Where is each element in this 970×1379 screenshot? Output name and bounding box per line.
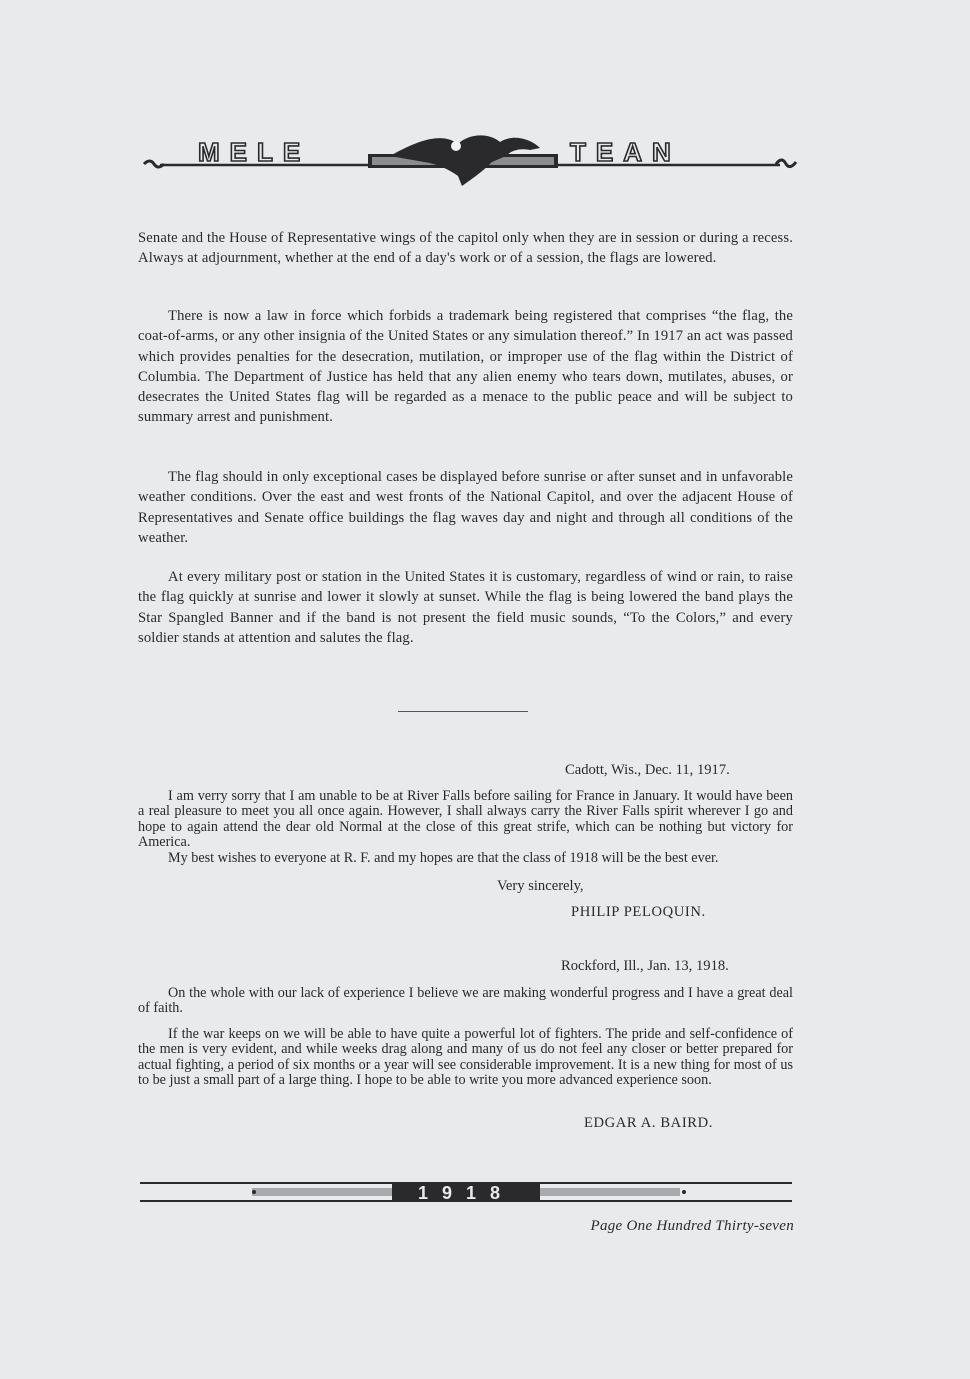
paragraph-3 xyxy=(138,467,793,548)
paragraph-4 xyxy=(138,567,793,648)
year-footer-banner xyxy=(140,1180,792,1204)
footer-year: 1918 xyxy=(417,1183,515,1203)
letter1-paragraph-1: I am verry sorry that I am unable to be at River Falls before sailing for France in January. It would have been a real pleasure to meet you all once again. However, I shall always carry the River Falls spirit wherever I go and hope to again attend the dear old Normal at the close of this great strife, which can be nothing but victory for America. xyxy=(138,788,793,851)
section-divider xyxy=(398,711,528,712)
paragraph-1 xyxy=(138,228,793,269)
letter1-closing: Very sincerely, xyxy=(497,878,584,894)
letter1-body xyxy=(138,789,793,866)
letter1-dateline: Cadott, Wis., Dec. 11, 1917. xyxy=(565,762,730,778)
letter2-paragraph-2 xyxy=(138,1027,793,1089)
letter2-paragraph-text: If the war keeps on we will be able to have quite a powerful lot of fighters. The pride and self-confidence of the men is very evident, and while weeks drag along and many of us do not feel any closer or better prepared for actual fighting, a period of six months or a year will see considerable improvement. It is a new thing for most of us to be just a small part of a large thing. I hope to be able to write you more advanced experience soon. xyxy=(138,1026,793,1089)
paragraph-text: Senate and the House of Representative wings of the capitol only when they are in session or during a recess. Always at adjournment, whether at the end of a day's work or of a session, the flags are lowered. xyxy=(138,230,793,267)
meletean-header-banner xyxy=(140,128,800,188)
letter1-paragraph-2: My best wishes to everyone at R. F. and my hopes are that the class of 1918 will be the best ever. xyxy=(168,849,719,866)
letter2-signature: EDGAR A. BAIRD. xyxy=(584,1115,713,1131)
letter1-signature: PHILIP PELOQUIN. xyxy=(571,904,706,920)
paragraph-text: The flag should in only exceptional cases be displayed before sunrise or after sunset and in unfavorable weather conditions. Over the east and west fronts of the National Capitol, and over the adjacent House of Representatives and Senate office buildings the flag waves day and night and through all conditions of the weather. xyxy=(138,469,793,546)
header-left-word: MELE xyxy=(198,137,311,167)
letter2-dateline: Rockford, Ill., Jan. 13, 1918. xyxy=(561,958,729,974)
paragraph-text: At every military post or station in the United States it is customary, regardless of wind or rain, to raise the flag quickly at sunrise and lower it slowly at sunset. While the flag is being lowered the band plays the Star Spangled Banner and if the band is not present the field music sounds, “To the Colors,” and every soldier stands at attention and salutes the flag. xyxy=(138,569,793,646)
page-number: Page One Hundred Thirty-seven xyxy=(590,1218,794,1234)
letter2-paragraph-text: On the whole with our lack of experience I believe we are making wonderful progress and I have a great deal of faith. xyxy=(138,985,793,1017)
paragraph-2 xyxy=(138,306,793,428)
header-right-word: TEAN xyxy=(570,137,681,167)
paragraph-text: There is now a law in force which forbids a trademark being registered that comprises “the flag, the coat-of-arms, or any other insignia of the United States or any simulation thereof.” In 1917 an act was passed which provides penalties for the desecration, mutilation, or improper use of the flag within the District of Columbia. The Department of Justice has held that any alien enemy who tears down, mutilates, abuses, or desecrates the United States flag will be regarded as a menace to the public peace and will be subject to summary arrest and punishment. xyxy=(138,308,793,426)
letter2-paragraph-1 xyxy=(138,986,793,1017)
